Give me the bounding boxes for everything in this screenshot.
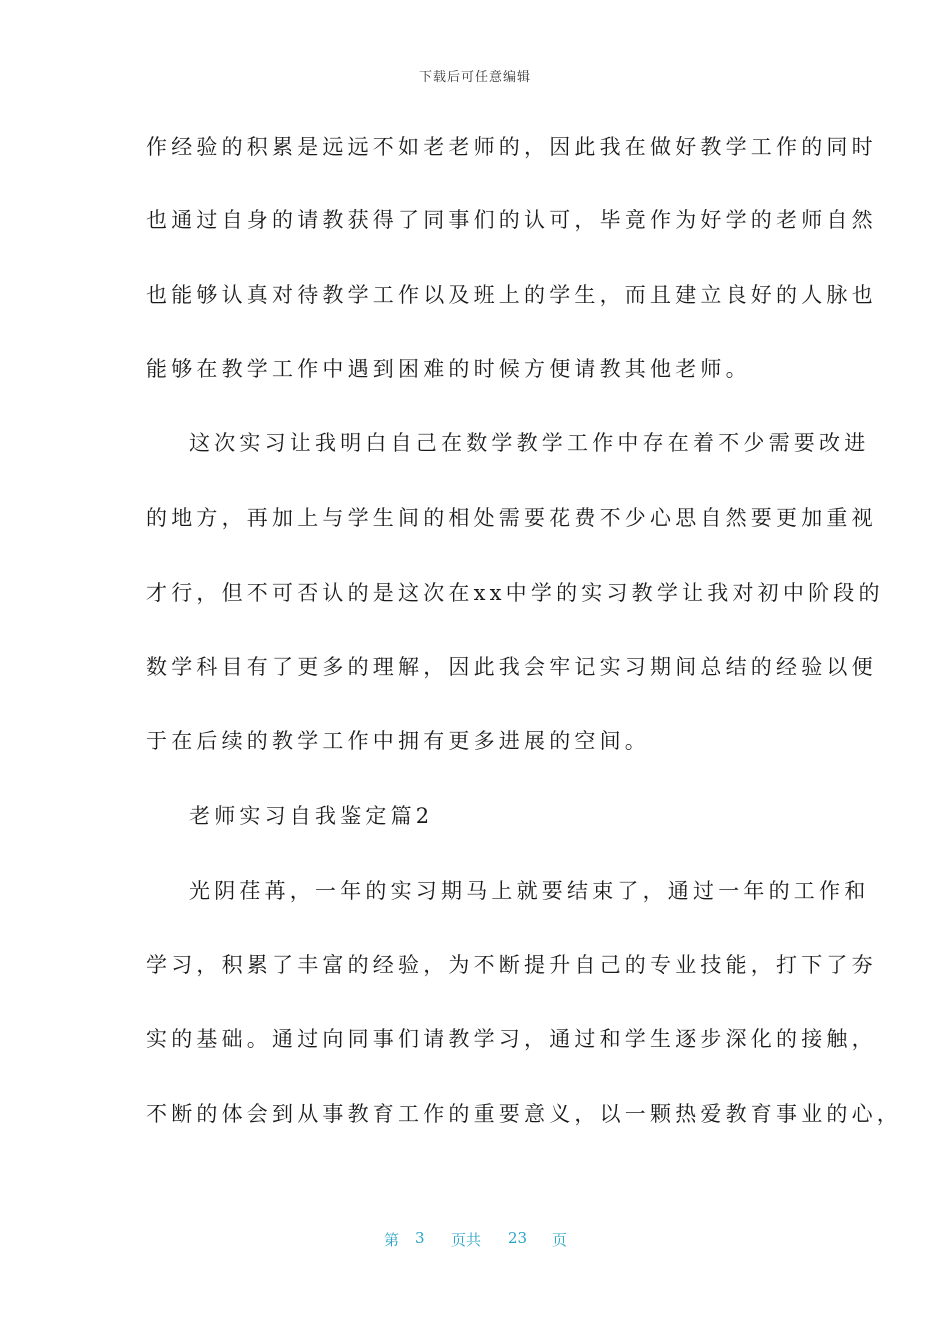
paragraph-line: 学习，积累了丰富的经验，为不断提升自己的专业技能，打下了夯 [146, 953, 877, 977]
paragraph-line: 这次实习让我明白自己在数学教学工作中存在着不少需要改进 [189, 431, 870, 455]
paragraph-line: 也通过自身的请教获得了同事们的认可，毕竟作为好学的老师自然 [146, 208, 877, 232]
paragraph-line: 数学科目有了更多的理解，因此我会牢记实习期间总结的经验以便 [146, 655, 877, 679]
paragraph-line: 能够在教学工作中遇到困难的时候方便请教其他老师。 [146, 357, 751, 381]
paragraph-line: 于在后续的教学工作中拥有更多进展的空间。 [146, 729, 650, 753]
footer-total-pages: 23 [508, 1229, 528, 1247]
paragraph-line: 作经验的积累是远远不如老老师的，因此我在做好教学工作的同时 [146, 135, 877, 159]
page-footer [0, 1229, 950, 1253]
footer-page-number: 3 [415, 1229, 425, 1247]
footer-suffix: 页 [552, 1231, 568, 1249]
section-heading: 老师实习自我鉴定篇2 [189, 804, 434, 828]
footer-prefix: 第 [384, 1231, 400, 1249]
paragraph-line: 不断的体会到从事教育工作的重要意义，以一颗热爱教育事业的心， [146, 1102, 902, 1126]
footer-middle: 页共 [451, 1231, 482, 1249]
paragraph-line: 才行，但不可否认的是这次在xx中学的实习教学让我对初中阶段的 [146, 581, 884, 605]
paragraph-line: 也能够认真对待教学工作以及班上的学生，而且建立良好的人脉也 [146, 283, 877, 307]
paragraph-line: 光阴荏苒，一年的实习期马上就要结束了，通过一年的工作和 [189, 879, 870, 903]
paragraph-line: 实的基础。通过向同事们请教学习，通过和学生逐步深化的接触， [146, 1027, 877, 1051]
paragraph-line: 的地方，再加上与学生间的相处需要花费不少心思自然要更加重视 [146, 506, 877, 530]
page-header: 下载后可任意编辑 [418, 70, 531, 85]
